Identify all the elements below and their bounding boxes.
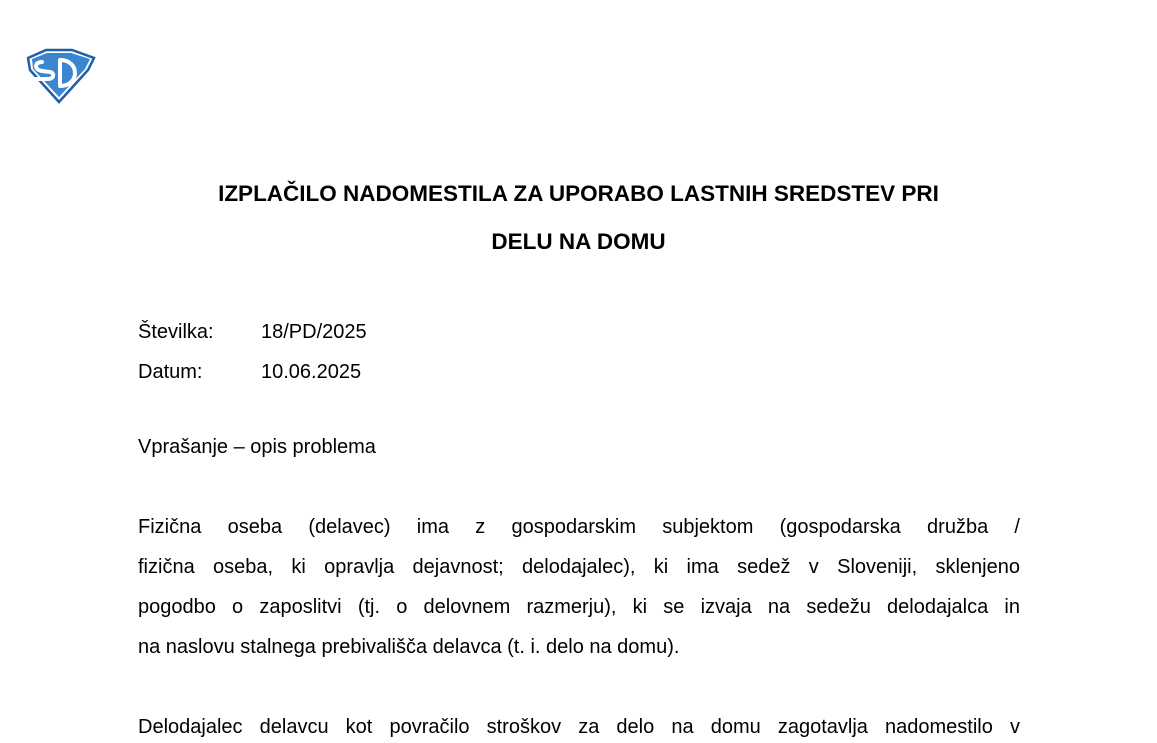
- document-title-line-1: IZPLAČILO NADOMESTILA ZA UPORABO LASTNIH SREDSTEV PRI: [218, 181, 939, 206]
- number-label: Številka:: [138, 321, 214, 343]
- date-value: 10.06.2025: [261, 361, 362, 383]
- document-title: [0, 170, 1157, 266]
- paragraph-1-line: na naslovu stalnega prebivališča delavca (t. i. delo na domu).: [138, 636, 680, 658]
- paragraph-1-line: fizična oseba, ki opravlja dejavnost; delodajalec), ki ima sedež v Sloveniji, sklenjeno: [138, 556, 1020, 578]
- paragraph-2-line: Delodajalec delavcu kot povračilo stroškov za delo na domu zagotavlja nadomestilo v: [138, 716, 1020, 738]
- number-value: 18/PD/2025: [261, 321, 367, 343]
- section-heading: Vprašanje – opis problema: [138, 436, 376, 458]
- sd-logo-icon: [22, 48, 96, 104]
- meta-number-row: [138, 312, 367, 352]
- paragraph-2: [138, 707, 1020, 743]
- document-meta: [138, 312, 367, 392]
- meta-date-row: [138, 352, 367, 392]
- paragraph-1-line: Fizična oseba (delavec) ima z gospodarskim subjektom (gospodarska družba /: [138, 516, 1020, 538]
- document-title-line-2: DELU NA DOMU: [491, 229, 666, 254]
- paragraph-1: [138, 507, 1020, 667]
- paragraph-1-line: pogodbo o zaposlitvi (tj. o delovnem razmerju), ki se izvaja na sedežu delodajalca in: [138, 596, 1020, 618]
- date-label: Datum:: [138, 361, 203, 383]
